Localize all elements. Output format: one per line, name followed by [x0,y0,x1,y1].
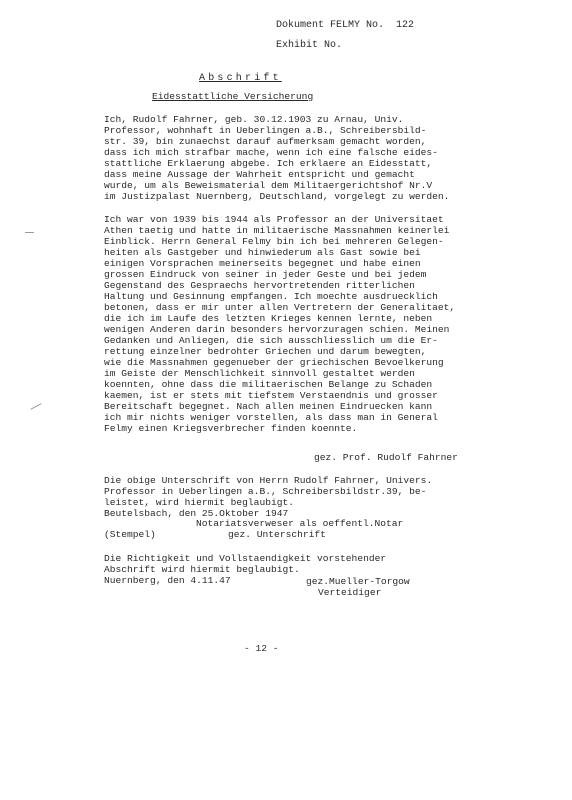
paragraph-1-line: Professor, wohnhaft in Ueberlingen a.B., Schreibersbild- [104,125,427,136]
paragraph-2-line: Felmy einen Kriegsverbrecher finden koennte. [104,423,358,434]
notary-signature: gez. Unterschrift [228,529,326,540]
paragraph-2-line: Ich war von 1939 bis 1944 als Professor an der Universitaet [104,214,444,225]
document-title: Abschrift [199,73,282,84]
paragraph-2-line: Gedanken und Anliegen, die sich ausschliesslich um die Er- [104,335,438,346]
paragraph-2-line: die ich im Laufe des letzten Krieges kennen lernte, neben [104,313,433,324]
final-cert-line: Nuernberg, den 4.11.47 [104,575,231,586]
paragraph-2-line: koennten, ohne dass die militaerischen Belange zu Schaden [104,379,433,390]
paragraph-2-line: heiten als Gastgeber und hinwiederum als Gast sowie bei [104,247,421,258]
paragraph-2-line: wie die Massnahmen gegenueber der griechischen Bevoelkerung [104,357,444,368]
paragraph-2-line: ich mir nichts weniger vorstellen, als dass man in General [104,412,438,423]
final-cert-line: Abschrift wird hiermit beglaubigt. [104,564,300,575]
paragraph-2-line: wenigen Anderen darin besonders hervorzuragen schien. Meinen [104,324,450,335]
paragraph-2-line: Einblick. Herrn General Felmy bin ich bei mehreren Gelegen- [104,236,444,247]
paragraph-1-line: str. 39, bin zunaechst darauf aufmerksam gemacht worden, [104,136,427,147]
page-number: - 12 - [244,643,279,654]
paragraph-2-line: Haltung und Gesinnung empfangen. Ich moechte ausdruecklich [104,291,438,302]
paragraph-2-line: kaemen, ist er stets mit tiefstem Verstaendnis und grosser [104,390,438,401]
paragraph-1-line: dass ich mich strafbar mache, wenn ich eine falsche eides- [104,147,438,158]
paragraph-2-line: betonen, dass er mir unter allen Vertretern der Generalitaet, [104,302,456,313]
paragraph-2-line: einigen Vorsprachen meinerseits begegnet und habe einen [104,258,421,269]
paragraph-1-line: wurde, um als Beweismaterial dem Militaergerichtshof Nr.V [104,180,433,191]
certification-line: Die obige Unterschrift von Herrn Rudolf Fahrner, Univers. [104,475,433,486]
paragraph-1-line: Ich, Rudolf Fahrner, geb. 30.12.1903 zu Arnau, Univ. [104,114,404,125]
signature-fahrner: gez. Prof. Rudolf Fahrner [314,452,458,463]
stamp-label: (Stempel) [104,529,156,540]
defender-signature: gez.Mueller-Torgow [306,576,410,587]
paragraph-1-line: im Justizpalast Nuernberg, Deutschland, vorgelegt zu werden. [104,191,450,202]
paragraph-1-line: dass meine Aussage der Wahrheit entspricht und gemacht [104,169,415,180]
paragraph-2-line: Athen taetig und hatte in militaerische Massnahmen keinerlei [104,225,450,236]
margin-tick [30,403,41,410]
document-subtitle: Eidesstattliche Versicherung [152,91,314,102]
paragraph-2-line: Bereitschaft begegnet. Nach allen meinen Eindruecken kann [104,401,433,412]
certification-line: leistet, wird hiermit beglaubigt. [104,497,294,508]
margin-tick [25,232,34,233]
paragraph-2-line: Gegenstand des Gespraechs hervortretenden ritterlichen [104,280,415,291]
certification-line: Professor in Ueberlingen a.B., Schreibersbildstr.39, be- [104,486,427,497]
final-cert-line: Die Richtigkeit und Vollstaendigkeit vorstehender [104,553,387,564]
paragraph-2-line: im Geiste der Menschlichkeit sinnvoll gestaltet werden [104,368,415,379]
document-label: Dokument FELMY No. 122 [276,20,415,31]
certification-line: Beutelsbach, den 25.Oktober 1947 [104,508,289,519]
paragraph-1-line: stattliche Erklaerung abgebe. Ich erklaere an Eidesstatt, [104,158,433,169]
defender-role: Verteidiger [318,587,382,598]
paragraph-2-line: rettung einzelner bedrohter Griechen und darum bewegten, [104,346,427,357]
paragraph-2-line: grossen Eindruck von seiner in jeder Geste und bei jedem [104,269,427,280]
notary-title: Notariatsverweser als oeffentl.Notar [196,518,404,529]
exhibit-label: Exhibit No. [276,40,343,51]
